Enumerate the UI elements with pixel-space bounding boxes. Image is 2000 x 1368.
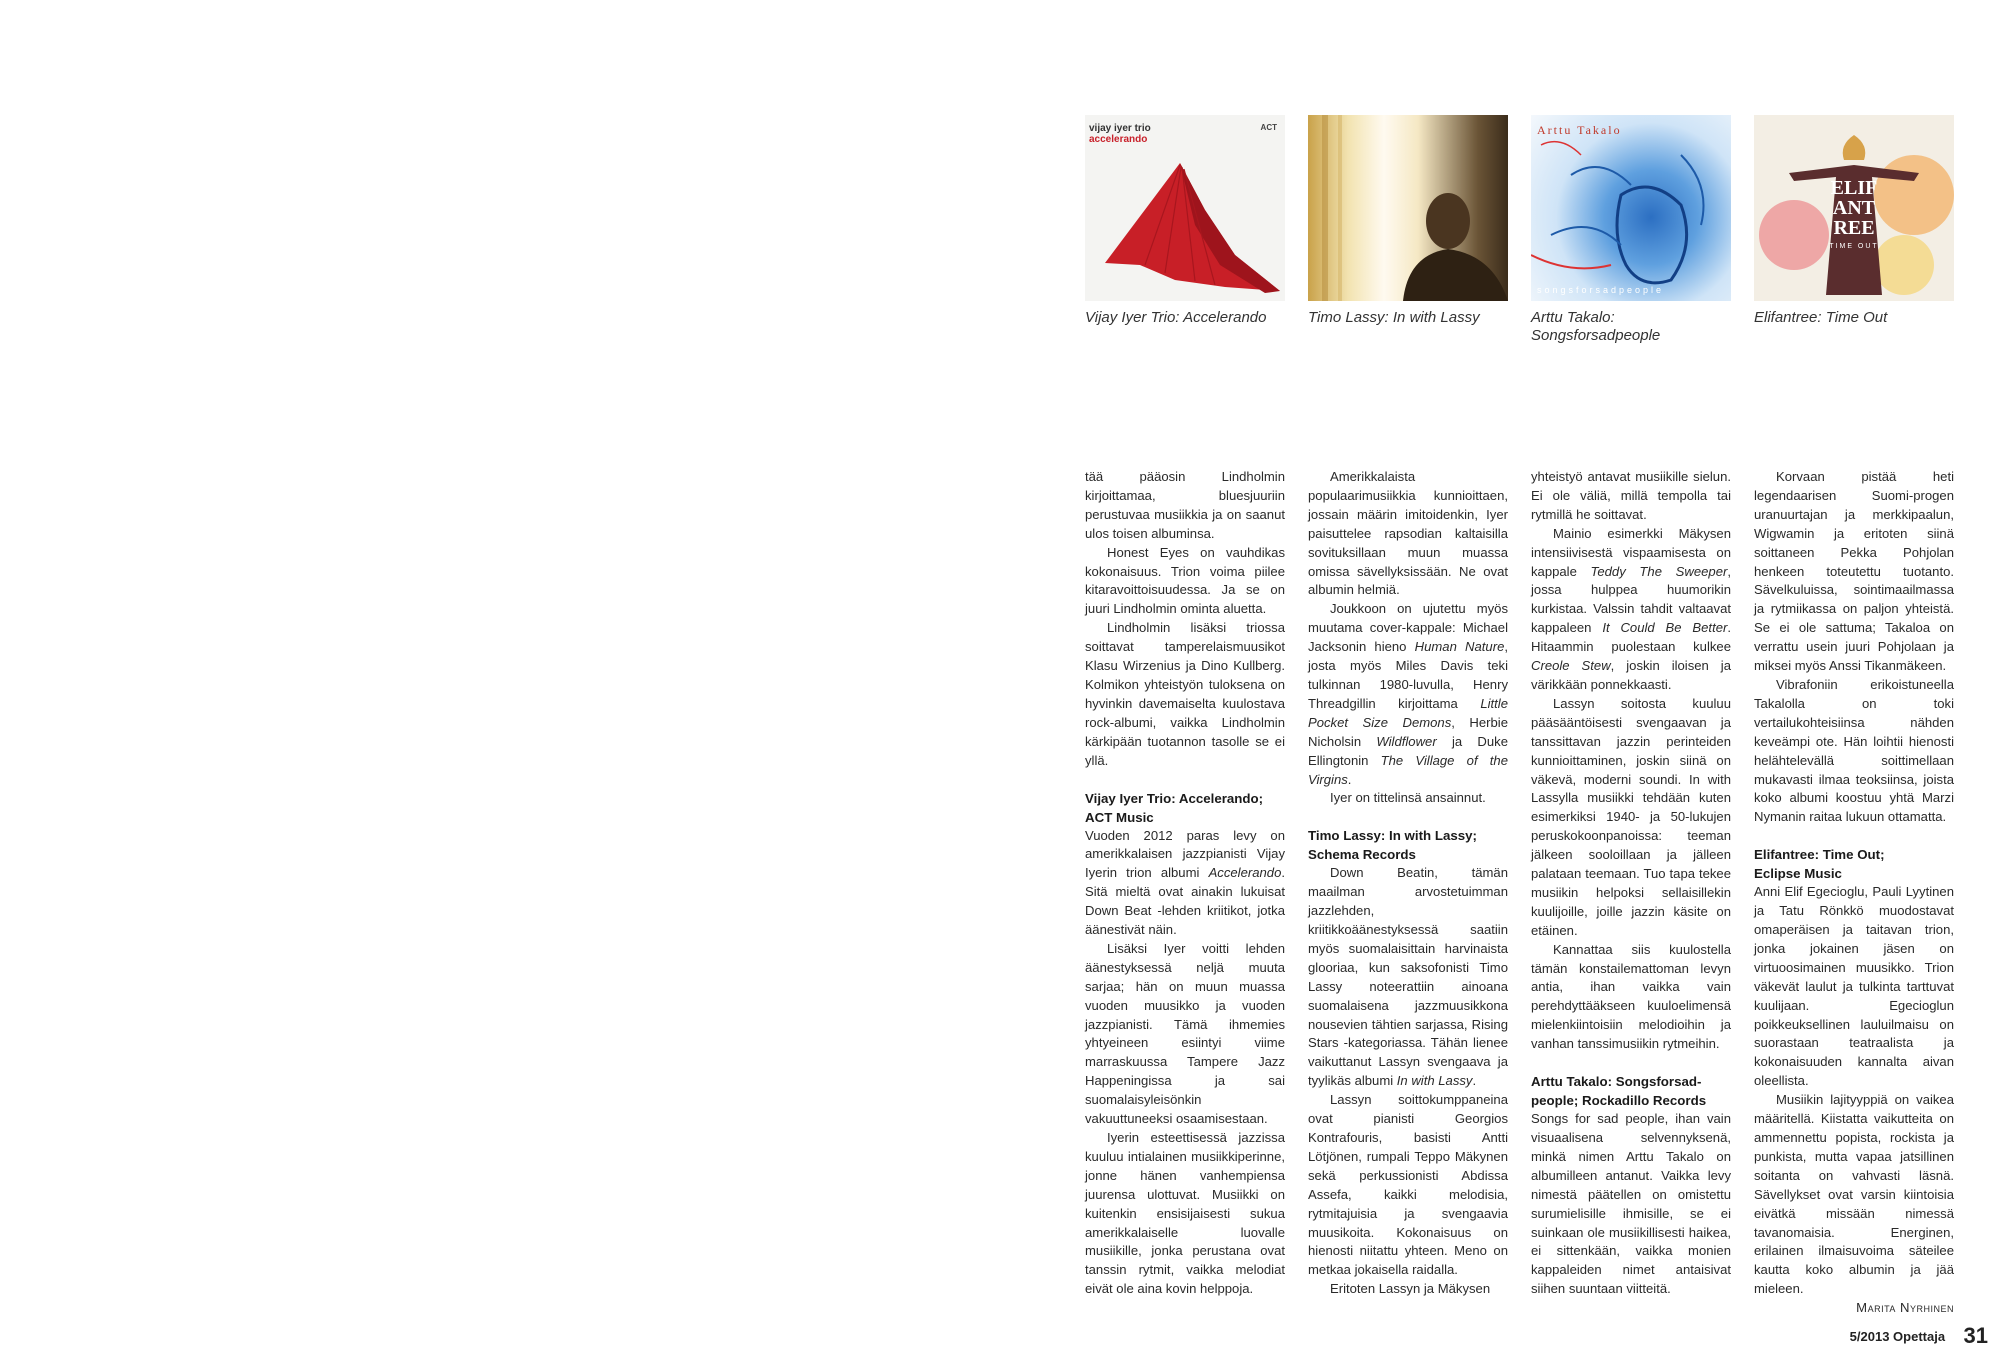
heading-line-2: ACT Music [1085,809,1154,825]
text-run: . [1347,771,1352,787]
paragraph: Eritoten Lassyn ja Mäkysen [1330,1281,1491,1297]
heading-line-2: people; Rockadillo Records [1531,1093,1707,1109]
text-run: , Herbie Nicholsin [1308,714,1508,749]
paragraph [1308,600,1508,789]
album-caption [1531,309,1731,345]
paragraph: Honest Eyes on vauhdikas kokonaisuus. Trion voima piilee kitaravoittoisuudessa. Ja se on juuri Lindholmin ominta aluetta. [1085,544,1285,617]
text-run: ja Duke Ellingtonin [1308,733,1508,768]
text-run: , jossa hulppea huumorikin kurkistaa. Valssin tahdit valtaavat kappaleen [1531,563,1731,636]
paragraph: Musiikin lajityyppiä on vaikea määritellä. Kiistatta vaikutteita on ammennettu popista, rockista ja punkista, mutta vapaa jatsillinen soitanta on vahvasti läsnä. Sävellykset ovat varsin kiintoisia eivätkä missään nimessä tavanomaisia. Energinen, erilainen ilmaisuvoima säteilee kautta koko albumin ja jää mieleen. [1754,1092,1954,1297]
paragraph: Lassyn soitosta kuuluu pääsääntöisesti svengaavan ja tanssittavan jazzin perinteiden kunnioittaminen, joskin siinä on väkevä, moderni soundi. In with Lassylla musiikki tehdään kuten esimerkiksi 1940- ja 50-lukujen peruskokoonpanoissa: teeman jälkeen sooloillaan ja jälleen palataan teemaan. Tuo tapa tekee musiikin helpoksi sellaisillekin kuulijoille, joille jazzin käsite on etäinen. [1531,695,1731,938]
heading-line-2: Eclipse Music [1754,866,1842,882]
album-cover-accelerando [1085,115,1285,301]
text-run: Mainio esimerkki Mäkysen intensiivisestä vispaamisesta on kappale [1531,525,1731,579]
heading-line-1: Timo Lassy: In with Lassy; [1308,828,1477,844]
review-heading-elifantree [1754,845,1954,883]
author-signature: Marita Nyrhinen [1856,1300,1954,1316]
review-heading-timo-lassy [1308,826,1508,864]
album-arttu-takalo [1531,115,1731,345]
article-column-3 [1531,468,1731,1299]
paragraph: Amerikkalaista populaarimusiikkia kunnioittaen, jossain määrin imitoidenkin, Iyer paisuttelee rapsodian kaltaisilla sovituksillaan muun muassa omissa sävellyksissään. Ne ovat albumin helmiä. [1308,469,1508,598]
paragraph: Anni Elif Egecioglu, Pauli Lyytinen ja Tatu Rönkkö muodostavat omaperäisen ja taitavan trion, jonka jokainen jäsen on virtuoosimainen muusikko. Trion väkevät laulut ja tulkinta tarttuvat kuulijaan. Egecioglun poikkeuksellinen lauluilmaisu on suorastaan teatraalista ja kokonaisuuden kannalta aivan oleellista. [1754,884,1954,1089]
text-run: , josta myös Miles Davis teki tulkinnan 1980-luvulla, Henry Threadgillin kirjoittama [1308,639,1508,711]
portrait-image [1308,115,1508,301]
album-cover-in-with-lassy [1308,115,1508,301]
cover-artist-text: vijay iyer trio [1089,123,1151,134]
cover-word-1: ELIF [1830,177,1878,199]
album-title-italic: Accelerando [1208,865,1282,881]
article-column-2 [1308,468,1508,1299]
text-run: , joskin iloisen ja värikkään ponnekkaasti. [1531,658,1731,692]
album-cover-time-out [1754,115,1954,301]
caption-line-1: Arttu Takalo: [1531,309,1615,326]
song-title-italic: It Could Be Better [1602,620,1728,636]
text-run: . Hitaammin puolestaan kulkee [1531,620,1731,655]
cover-word-3: REE [1833,217,1875,239]
review-heading-vijay-iyer [1085,789,1285,827]
paragraph: tää pääosin Lindholmin kirjoittamaa, bluesjuuriin perustuvaa musiikkia ja on saanut ulos toisen albuminsa. [1085,469,1285,541]
heading-line-1: Arttu Takalo: Songsforsad- [1531,1074,1702,1090]
heading-line-1: Elifantree: Time Out; [1754,847,1885,863]
paragraph: Iyer on tittelinsä ansainnut. [1330,790,1486,806]
paragraph: Vibrafoniin erikoistuneella Takalolla on toki vertailukohteisiinsa nähden keveämpi ote. Hän loihtii hienosti helähtelevällä soittimellaan mukavasti ilmaa teoksiinsa, joista koko albumi koostuu yhtä Marzi Nymanin raitaa lukuun ottamatta. [1754,676,1954,825]
paragraph: Lindholmin lisäksi triossa soittavat tamperelaismuusikot Klasu Wirzenius ja Dino Kullberg. Kolmikon yhteistyön tuloksena on hyvinkin davemaiselta kuulostava rock-albumi, vaikka Lindholmin kärkipään tuotannon tasolle se ei yllä. [1085,620,1285,768]
cover-title-text: songsforsadpeople [1537,285,1665,295]
album-vijay-iyer [1085,115,1285,327]
paragraph: Lassyn soittokumppaneina ovat pianisti Georgios Kontrafouris, basisti Antti Lötjönen, rumpali Teppo Mäkynen sekä perkussionisti Abdissa Assefa, kaikki melodisia, rytmitajuisia ja svengaavia muusikoita. Kokonaisuus on hienosti niitattu yhteen. Meno on metkaa jokaisella raidalla. [1308,1092,1508,1278]
song-title-italic: Teddy The Sweeper [1590,563,1728,579]
paragraph: Songs for sad people, ihan vain visuaalisena selvennyksenä, minkä nimen Arttu Takalo on albumilleen antanut. Vaikka levy nimestä päätellen on omistettu surumielisille ihmisille, se ei suinkaan ole musiikillisesti haikea, ei sittenkään, vaikka monien kappaleiden nimet antaisivat siihen suuntaan viitteitä. [1531,1111,1731,1297]
cover-label-text: ACT [1260,123,1277,132]
text-run: . [1472,1073,1477,1089]
paragraph: yhteistyö antavat musiikille sielun. Ei ole väliä, millä tempolla tai rytmillä he soittavat. [1531,469,1731,522]
song-title-italic: Wildflower [1376,733,1437,749]
album-caption: Elifantree: Time Out [1754,309,1888,326]
red-sculpture-image [1085,115,1285,301]
cover-artist-text: Arttu Takalo [1537,123,1622,137]
album-caption: Timo Lassy: In with Lassy [1308,309,1480,326]
caption-line-2: Songsforsadpeople [1531,327,1661,344]
album-elifantree [1754,115,1954,327]
song-title-italic: Creole Stew [1531,658,1611,674]
cover-word-2: ANT [1832,197,1876,219]
paragraph: Iyerin esteettisessä jazzissa kuuluu intialainen musiikkiperinne, jonne hänen vanhempiensa juurensa ulottuvat. Musiikki on kuitenkin ensisijaisesti sukua amerikkalaiselle luovalle musiikille, jonka perustana ovat tanssin rytmit, vaikka melodiat eivät ole aina kovin helppoja. [1085,1130,1285,1297]
text-run: Down Beatin, tämän maailman arvostetuimman jazzlehden, kriitikkoäänestyksessä saatiin myös suomalaisittain harvinaista glooriaa, kun saksofonisti Timo Lassy noteerattiin ainoana suomalaisena jazzmuusikkona nousevien tähtien sarjassa, Rising Stars -kategoriassa. Tähän lienee vaikuttanut Lassyn svengaava ja tyylikäs albumi [1308,865,1508,1089]
text-run: . Sitä mieltä ovat ainakin lukuisat Down Beat -lehden kriitikot, jotka äänestivät näin. [1085,865,1285,938]
album-title-italic: In with Lassy [1396,1073,1473,1089]
sketch-face-image [1531,115,1731,301]
heading-line-1: Vijay Iyer Trio: Accelerando; [1085,790,1264,806]
paragraph: Lisäksi Iyer voitti lehden äänestyksessä neljä muuta sarjaa; hän on muun muassa vuoden muusikko ja vuoden jazzpianisti. Tämä ihmemies yhtyeineen esiintyi viime marraskuussa Tampere Jazz Happeningissa ja sai suomalaisyleisönkin vakuuttuneeksi osaamisestaan. [1085,940,1285,1127]
page-footer [1850,1323,1988,1349]
song-title-italic: Human Nature [1414,639,1505,655]
page-number: 31 [1963,1323,1988,1348]
article-column-4 [1754,468,1954,1318]
paragraph [1531,525,1731,695]
album-caption: Vijay Iyer Trio: Accelerando [1085,309,1267,326]
review-heading-arttu-takalo [1531,1072,1731,1110]
text-run: Joukkoon on ujutettu myös muutama cover-kappale: Michael Jacksonin hieno [1308,601,1508,655]
heading-line-2: Schema Records [1308,847,1416,863]
issue-label: 5/2013 Opettaja [1849,1329,1946,1344]
song-title-italic: Little Pocket Size Demons [1308,695,1508,730]
album-cover-songsforsadpeople [1531,115,1731,301]
paragraph [1308,864,1508,1091]
song-title-italic: The Village of the Virgins [1308,752,1508,787]
article-column-1 [1085,468,1285,1299]
cover-subtitle: TIME OUT [1829,243,1879,250]
paragraph: Kannattaa siis kuulostella tämän konstailemattoman levyn antia, ihan vaikka vain perehdyttääkseen kuuloelimensä mielenkiintoisiin melodioihin ja vanhan tanssimusiikin rytmeihin. [1531,941,1731,1052]
cover-title-text: accelerando [1089,134,1148,145]
paragraph: Korvaan pistää heti legendaarisen Suomi-progen uranuurtajan ja merkkipaalun, Wigwamin ja eritoten siinä soittaneen Pekka Pohjolan henkeen toteutettu tuotanto. Sävelkuluissa, sointimaailmassa ja rytmiikassa on paljon yhteistä. Se ei ole sattuma; Takaloa on verrattu usein juuri Pohjolaan ja miksei myös Anssi Tikanmäkeen. [1754,469,1954,674]
album-timo-lassy [1308,115,1508,327]
paragraph [1085,827,1285,940]
text-run: Vuoden 2012 paras levy on amerikkalaisen jazzpianisti Vijay Iyerin trion albumi [1085,827,1285,881]
